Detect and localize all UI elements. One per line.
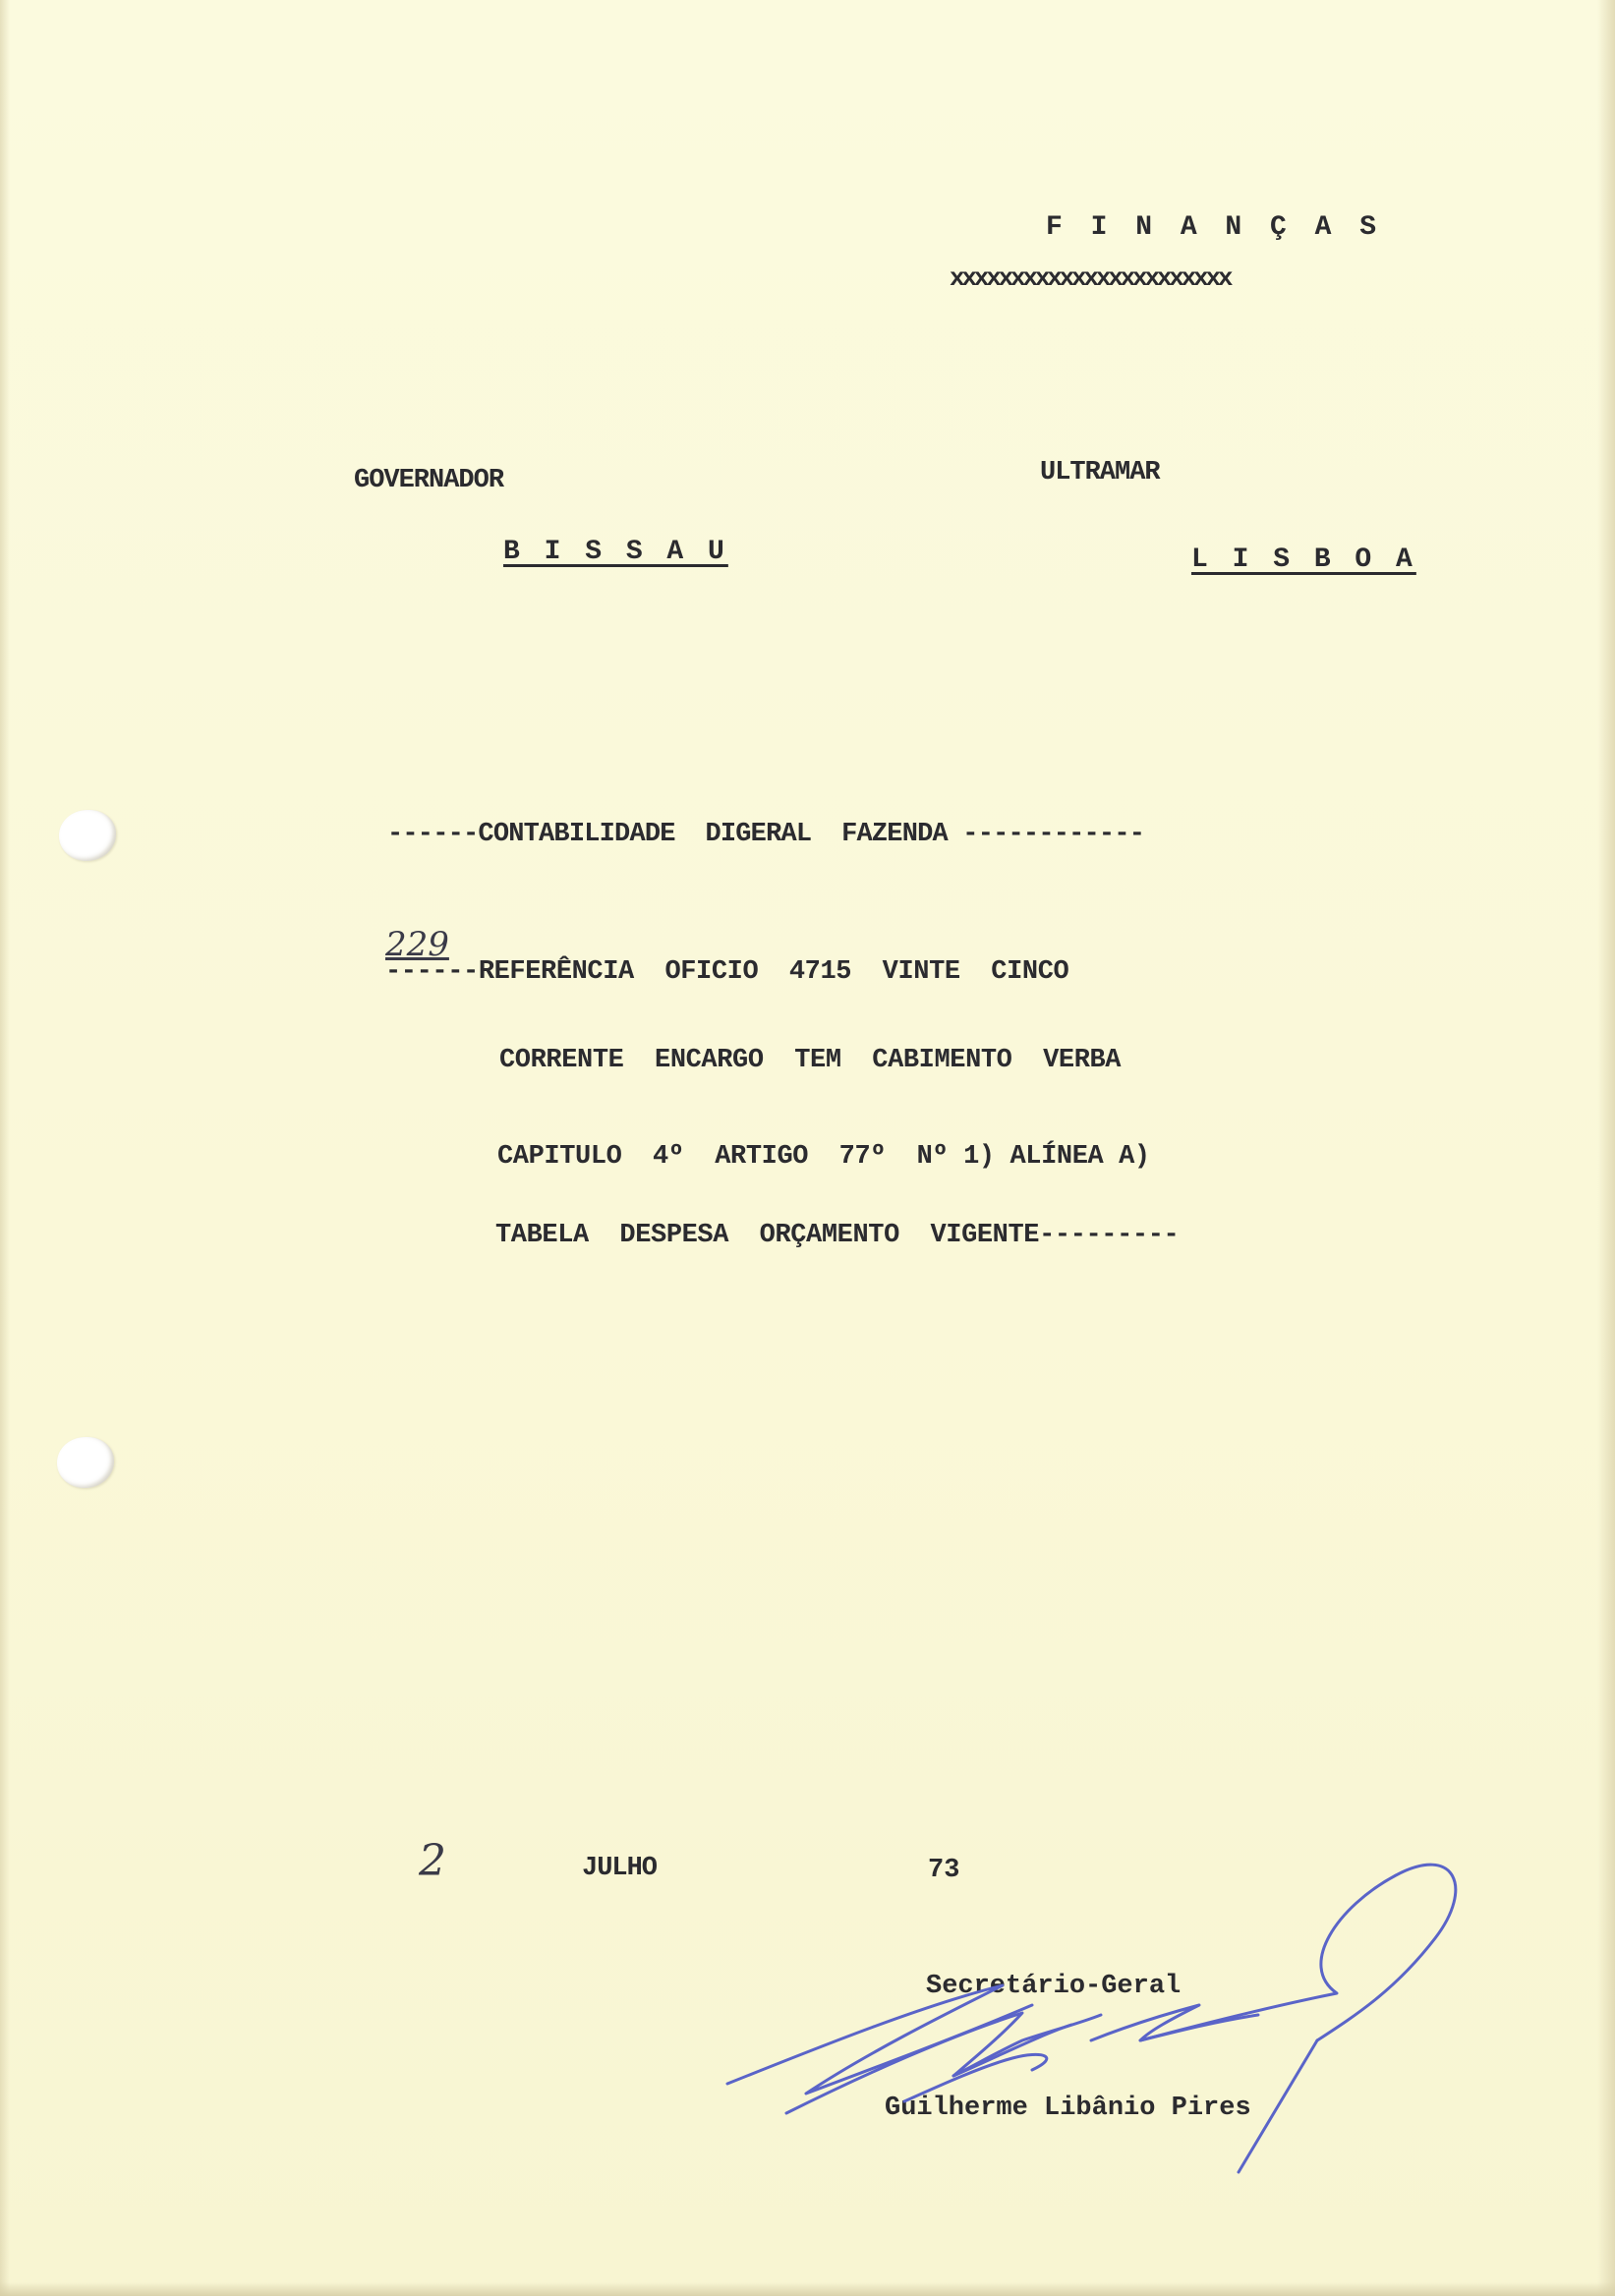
punch-hole-bottom [57,1437,114,1488]
sender-title: GOVERNADOR [354,466,504,495]
body-line-accounting: ------CONTABILIDADE DIGERAL FAZENDA ------------ [387,820,1145,849]
paper-edge-bottom [0,2282,1615,2296]
handwritten-signature [708,1848,1474,2182]
recipient-place: L I S B O A [1191,545,1416,575]
body-line-budget: TABELA DESPESA ORÇAMENTO VIGENTE--------- [495,1221,1180,1250]
date-day-handwritten: 2 [419,1836,446,1886]
body-line-reference: ------REFERÊNCIA OFICIO 4715 VINTE CINCO [385,957,1069,987]
body-line-charge: CORRENTE ENCARGO TEM CABIMENTO VERBA [499,1046,1122,1075]
sender-place: B I S S A U [503,537,728,567]
signatory-role: Secretário-Geral [926,1972,1182,2001]
date-year: 73 [928,1856,960,1885]
handwritten-number: 229 [385,925,449,964]
recipient-title: ULTRAMAR [1040,458,1160,488]
paper-edge-left [0,0,10,2296]
date-month: JULHO [582,1854,658,1883]
strikeout-line: xxxxxxxxxxxxxxxxxxxxxxx [950,263,1231,293]
punch-hole-top [59,810,116,861]
signatory-name: Guilherme Libânio Pires [885,2094,1251,2123]
department-title: F I N A N Ç A S [1046,212,1383,243]
paper-edge-right [1597,0,1615,2296]
body-line-chapter: CAPITULO 4º ARTIGO 77º Nº 1) ALÍNEA A) [497,1142,1150,1172]
